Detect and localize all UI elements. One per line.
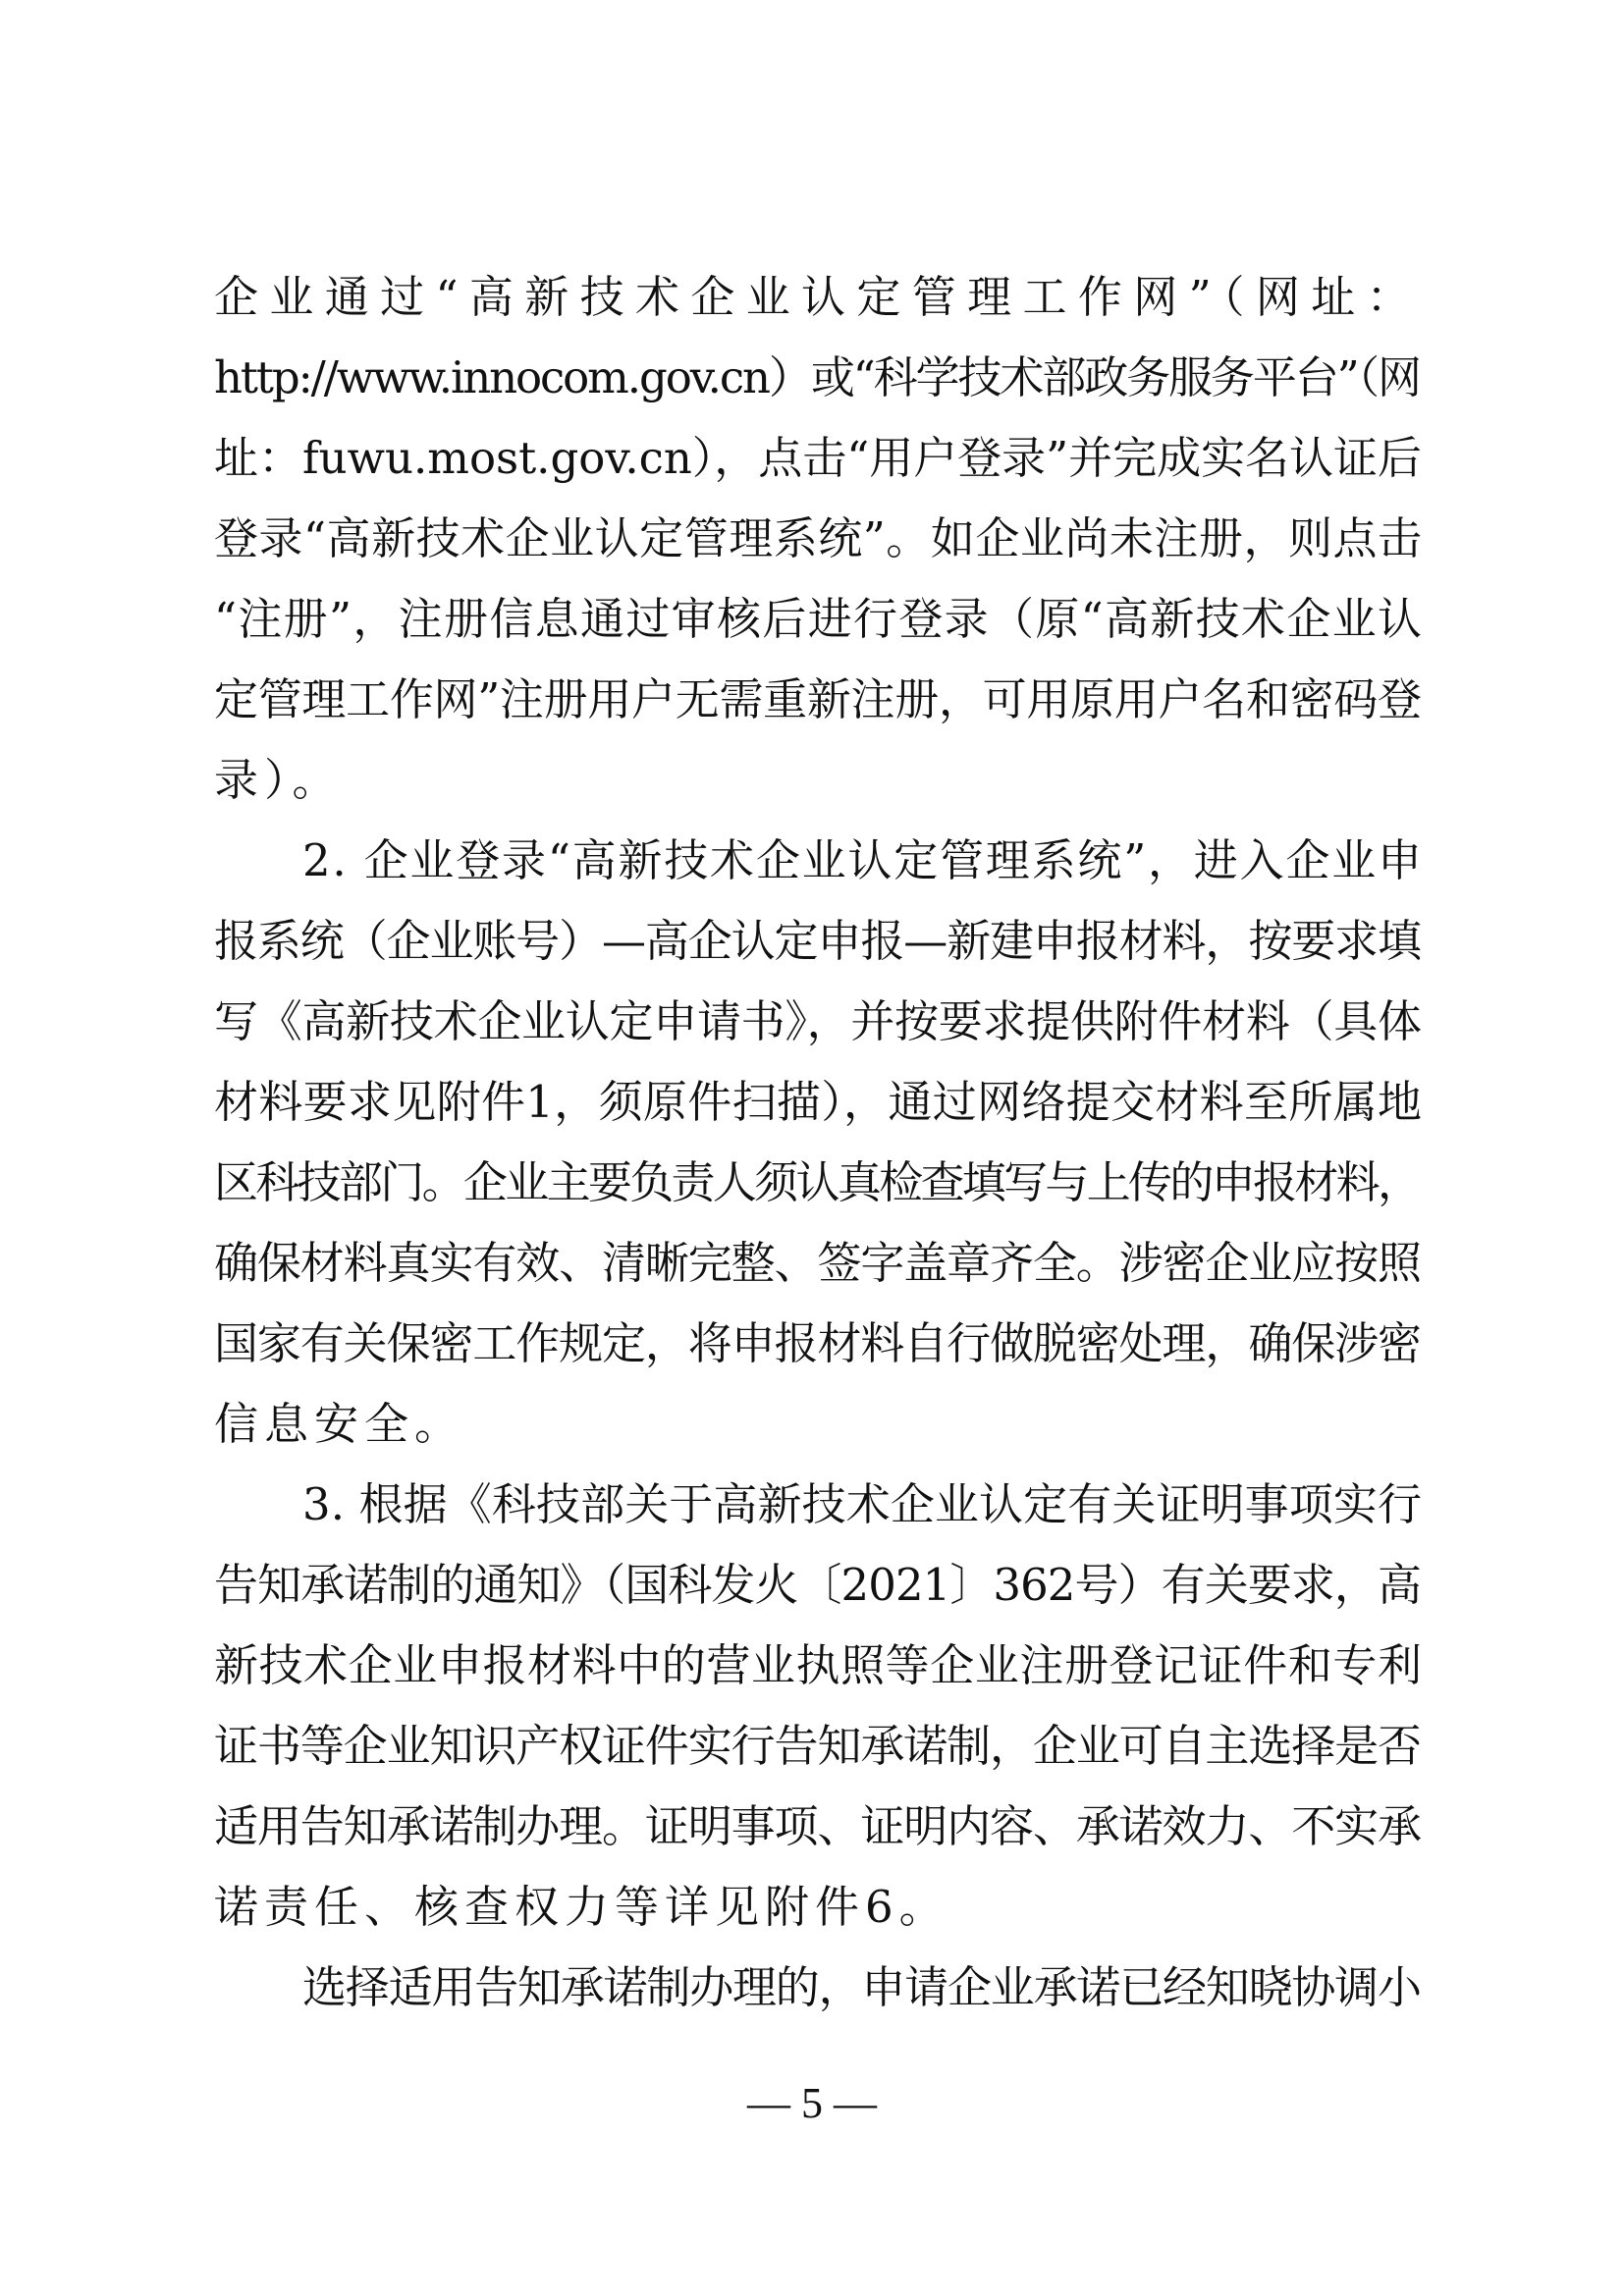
paragraph-1-line-3: 址：fuwu.most.gov.cn），点击“用户登录”并完成实名认证后 (214, 432, 1422, 484)
paragraph-2-line-4: 材料要求见附件1，须原件扫描），通过网络提交材料至所属地 (214, 1076, 1423, 1128)
paragraph-2-line-6: 确保材料真实有效、清晰完整、签字盖章齐全。涉密企业应按照 (214, 1237, 1421, 1289)
paragraph-1-line-5: “注册”，注册信息通过审核后进行登录（原“高新技术企业认 (214, 593, 1424, 645)
paragraph-2-line-5: 区科技部门。企业主要负责人须认真检查填写与上传的申报材料， (214, 1156, 1420, 1208)
paragraph-3-line-6: 诺责任、核查权力等详见附件6。 (214, 1881, 949, 1933)
paragraph-1-line-1: 企业通过“高新技术企业认定管理工作网”（网址： (214, 271, 1422, 323)
body-text (214, 257, 1422, 2028)
paragraph-2-line-7: 国家有关保密工作规定，将申报材料自行做脱密处理，确保涉密 (214, 1317, 1421, 1369)
paragraph-3-line-1: 3. 根据《科技部关于高新技术企业认定有关证明事项实行 (302, 1478, 1423, 1530)
paragraph-3-line-3: 新技术企业申报材料中的营业执照等企业注册登记证件和专利 (214, 1639, 1423, 1691)
page-number: — 5 — (747, 2079, 877, 2127)
paragraph-1-line-4: 登录“高新技术企业认定管理系统”。如企业尚未注册，则点击 (214, 512, 1423, 564)
paragraph-2-line-3: 写《高新技术企业认定申请书》，并按要求提供附件材料（具体 (214, 995, 1422, 1047)
paragraph-1-line-7: 录）。 (214, 754, 343, 806)
paragraph-3-line-2: 告知承诺制的通知》（国科发火〔2021〕362号）有关要求，高 (214, 1559, 1422, 1611)
paragraph-1-line-6: 定管理工作网”注册用户无需重新注册，可用原用户名和密码登 (214, 673, 1422, 725)
paragraph-2-line-8: 信息安全。 (214, 1398, 465, 1450)
paragraph-2-line-2: 报系统（企业账号）—高企认定申报—新建申报材料，按要求填 (214, 915, 1421, 967)
paragraph-3-line-4: 证书等企业知识产权证件实行告知承诺制，企业可自主选择是否 (214, 1720, 1421, 1772)
paragraph-3-line-5: 适用告知承诺制办理。证明事项、证明内容、承诺效力、不实承 (214, 1800, 1421, 1852)
paragraph-2-line-1: 2. 企业登录“高新技术企业认定管理系统”，进入企业申 (302, 834, 1424, 886)
paragraph-4-line-1: 选择适用告知承诺制办理的，申请企业承诺已经知晓协调小 (302, 1961, 1421, 2013)
paragraph-1-line-2: http://www.innocom.gov.cn）或“科学技术部政务服务平台”（网 (214, 351, 1420, 403)
